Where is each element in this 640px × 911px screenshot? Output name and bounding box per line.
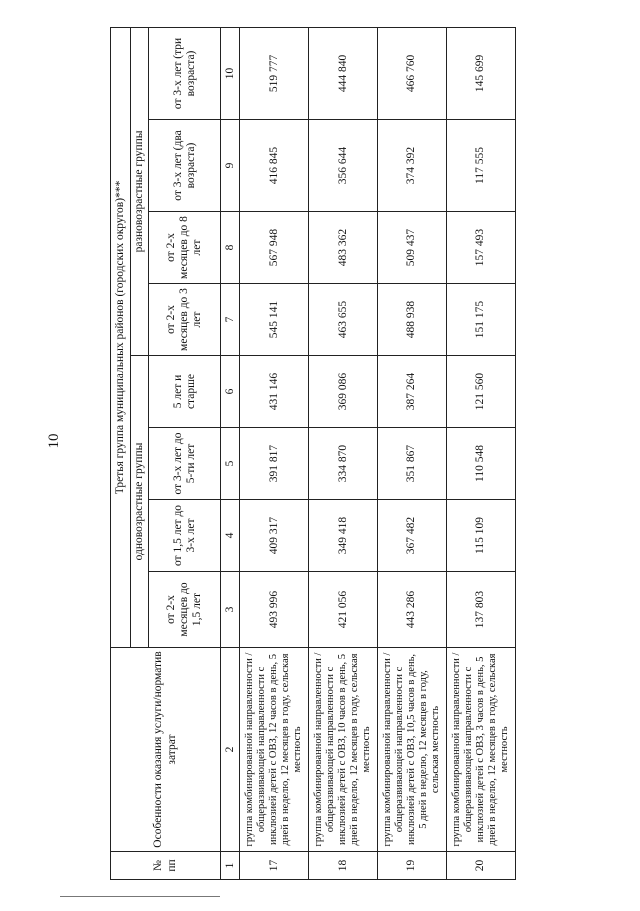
row-description: группа комбинированной направленности / общеразвивающей направленности с инклюзией детей с ОВЗ, 3 часов в день, 5 дней в неделю, 12 месяцев в году, сельская местность [447,648,516,852]
page-number: 10 [46,433,62,449]
header-age-col-4: от 1,5 лет до 3-х лет [149,500,221,572]
row-description: группа комбинированной направленности / общеразвивающей направленности с инклюзией детей с ОВЗ, 12 часов в день, 5 дней в неделю, 12 месяцев в году, сельская местность [240,648,309,852]
header-group-title: Третья группа муниципальных районов (городских округов)*** [111,27,131,647]
row-description: группа комбинированной направленности / общеразвивающей направленности с инклюзией детей с ОВЗ, 10,5 часов в день, 5 дней в неделю, 12 месяцев в году, сельская местность [378,648,447,852]
column-number: 5 [221,428,240,500]
value-cell: 369 086 [309,356,378,428]
header-age-col-9: от 3-х лет (два возраста) [149,120,221,212]
rotated-table-container [110,28,516,880]
value-cell: 409 317 [240,500,309,572]
row-number: 17 [240,852,309,880]
header-same-age-groups: одновозрастные группы [131,356,149,648]
value-cell: 463 655 [309,284,378,356]
value-cell: 444 840 [309,27,378,119]
value-cell: 567 948 [240,212,309,284]
header-age-col-8: от 2-х месяцев до 8 лет [149,212,221,284]
value-cell: 110 548 [447,428,516,500]
value-cell: 509 437 [378,212,447,284]
column-number-row [221,27,240,879]
header-feature: Особенности оказания услуги/норматив затрат [111,648,221,852]
value-cell: 367 482 [378,500,447,572]
value-cell: 356 644 [309,120,378,212]
value-cell: 391 817 [240,428,309,500]
header-age-col-6: 5 лет и старше [149,356,221,428]
value-cell: 483 362 [309,212,378,284]
table-row [240,27,309,879]
column-number: 7 [221,284,240,356]
value-cell: 416 845 [240,120,309,212]
column-number: 6 [221,356,240,428]
value-cell: 519 777 [240,27,309,119]
value-cell: 334 870 [309,428,378,500]
header-age-col-5: от 3-х лет до 5-ти лет [149,428,221,500]
scan-artifact-line [60,896,220,897]
value-cell: 157 493 [447,212,516,284]
value-cell: 493 996 [240,572,309,648]
row-number: 19 [378,852,447,880]
header-age-col-10: от 3-х лет (три возраста) [149,27,221,119]
header-age-col-7: от 2-х месяцев до 3 лет [149,284,221,356]
header-age-col-3: от 2-х месяцев до 1,5 лет [149,572,221,648]
value-cell: 115 109 [447,500,516,572]
value-cell: 351 867 [378,428,447,500]
value-cell: 349 418 [309,500,378,572]
header-mixed-age-groups: разновозрастные группы [131,27,149,355]
header-number: № пп [111,852,221,880]
value-cell: 151 175 [447,284,516,356]
value-cell: 145 699 [447,27,516,119]
row-number: 18 [309,852,378,880]
column-number: 10 [221,27,240,119]
table-row [309,27,378,879]
value-cell: 545 141 [240,284,309,356]
value-cell: 121 560 [447,356,516,428]
value-cell: 387 264 [378,356,447,428]
column-number: 1 [221,852,240,880]
value-cell: 466 760 [378,27,447,119]
value-cell: 443 286 [378,572,447,648]
column-number: 8 [221,212,240,284]
value-cell: 374 392 [378,120,447,212]
cost-norms-table [110,27,516,880]
column-number: 3 [221,572,240,648]
value-cell: 137 803 [447,572,516,648]
row-number: 20 [447,852,516,880]
value-cell: 421 056 [309,572,378,648]
column-number: 2 [221,648,240,852]
value-cell: 488 938 [378,284,447,356]
row-description: группа комбинированной направленности / общеразвивающей направленности с инклюзией детей с ОВЗ, 10 часов в день, 5 дней в неделю, 12 месяцев в году, сельская местность [309,648,378,852]
column-number: 4 [221,500,240,572]
column-number: 9 [221,120,240,212]
table-row [447,27,516,879]
value-cell: 117 555 [447,120,516,212]
table-row [378,27,447,879]
value-cell: 431 146 [240,356,309,428]
